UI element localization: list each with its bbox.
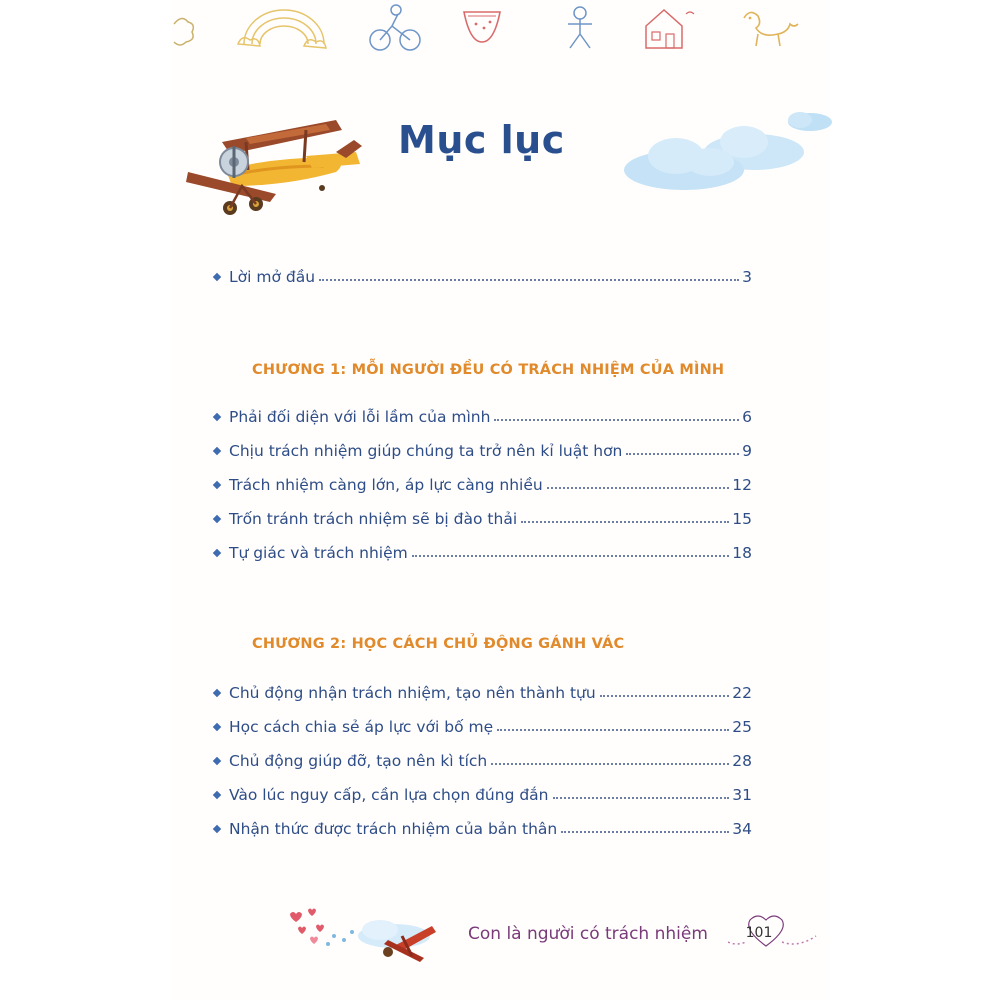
toc-entry[interactable] bbox=[212, 678, 752, 702]
rainbow-doodle-icon bbox=[234, 4, 334, 54]
toc-entry-text: Trốn tránh trách nhiệm sẽ bị đào thải bbox=[229, 510, 518, 528]
toc-entry-text: Chủ động nhận trách nhiệm, tạo nên thành tựu bbox=[229, 684, 596, 702]
toc-entry-text: Phải đối diện với lỗi lầm của mình bbox=[229, 408, 491, 426]
toc-entry[interactable] bbox=[212, 780, 752, 804]
toc-entry-page: 31 bbox=[732, 786, 752, 804]
hearts-icon bbox=[290, 909, 354, 947]
toc-entry[interactable] bbox=[212, 814, 752, 838]
bullet-icon bbox=[213, 689, 221, 697]
toc-entry-text: Lời mở đầu bbox=[229, 268, 316, 286]
toc-entry-intro[interactable] bbox=[212, 262, 752, 286]
bullet-icon bbox=[213, 549, 221, 557]
dot-leader bbox=[626, 452, 739, 455]
bullet-icon bbox=[213, 413, 221, 421]
toc-entry-page: 18 bbox=[732, 544, 752, 562]
dog-doodle-icon bbox=[738, 4, 804, 50]
page-title: Mục lục bbox=[398, 118, 565, 162]
chapter-1-heading: CHƯƠNG 1: MỖI NGƯỜI ĐỀU CÓ TRÁCH NHIỆM CỦA MÌNH bbox=[252, 362, 725, 378]
toc-entry[interactable] bbox=[212, 712, 752, 736]
dot-leader bbox=[497, 728, 729, 731]
toc-entry[interactable] bbox=[212, 746, 752, 770]
toc-entry-page: 25 bbox=[732, 718, 752, 736]
dot-leader bbox=[547, 486, 730, 489]
toc-entry[interactable] bbox=[212, 538, 752, 562]
bullet-icon bbox=[213, 273, 221, 281]
top-doodle-strip bbox=[172, 0, 830, 60]
bullet-icon bbox=[213, 515, 221, 523]
toc-entry-text: Nhận thức được trách nhiệm của bản thân bbox=[229, 820, 558, 838]
toc-entry-page: 9 bbox=[742, 442, 752, 460]
biplane-illustration-icon bbox=[186, 112, 366, 222]
dot-leader bbox=[319, 278, 739, 281]
bullet-icon bbox=[213, 825, 221, 833]
dot-leader bbox=[521, 520, 729, 523]
footer-illustration bbox=[284, 906, 454, 966]
dot-leader bbox=[412, 554, 730, 557]
toc-entry-page: 22 bbox=[732, 684, 752, 702]
toc-entry-page: 15 bbox=[732, 510, 752, 528]
bullet-icon bbox=[213, 481, 221, 489]
chapter-2-heading: CHƯƠNG 2: HỌC CÁCH CHỦ ĐỘNG GÁNH VÁC bbox=[252, 636, 625, 652]
stick-girl-doodle-icon bbox=[560, 4, 600, 54]
toc-entry-page: 12 bbox=[732, 476, 752, 494]
footer-book-title: Con là người có trách nhiệm bbox=[468, 924, 708, 944]
footer-page-number: 101 bbox=[745, 925, 773, 941]
bullet-icon bbox=[213, 757, 221, 765]
toc-entry-text: Tự giác và trách nhiệm bbox=[229, 544, 408, 562]
toc-entry-text: Trách nhiệm càng lớn, áp lực càng nhiều bbox=[229, 476, 543, 494]
dot-leader bbox=[561, 830, 729, 833]
toc-entry-page: 34 bbox=[732, 820, 752, 838]
toc-entry-page: 28 bbox=[732, 752, 752, 770]
toc-entry-text: Học cách chia sẻ áp lực với bố mẹ bbox=[229, 718, 494, 736]
toc-entry[interactable] bbox=[212, 470, 752, 494]
house-doodle-icon bbox=[640, 4, 696, 52]
dot-leader bbox=[600, 694, 730, 697]
watermelon-doodle-icon bbox=[460, 4, 504, 48]
toc-entry[interactable] bbox=[212, 504, 752, 528]
toc-entry[interactable] bbox=[212, 436, 752, 460]
toc-entry-text: Chịu trách nhiệm giúp chúng ta trở nên kỉ luật hơn bbox=[229, 442, 623, 460]
bullet-icon bbox=[213, 723, 221, 731]
bullet-icon bbox=[213, 447, 221, 455]
bullet-icon bbox=[213, 791, 221, 799]
toc-entry-page: 6 bbox=[742, 408, 752, 426]
bicycle-doodle-icon bbox=[368, 4, 422, 54]
dot-leader bbox=[494, 418, 739, 421]
toc-entry-page: 3 bbox=[742, 268, 752, 286]
toc-entry-text: Chủ động giúp đỡ, tạo nên kì tích bbox=[229, 752, 488, 770]
dot-leader bbox=[491, 762, 729, 765]
cloud-doodle-icon bbox=[172, 4, 196, 52]
cloud-illustration-icon bbox=[624, 108, 834, 198]
toc-entry-text: Vào lúc nguy cấp, cần lựa chọn đúng đắn bbox=[229, 786, 549, 804]
toc-entry[interactable] bbox=[212, 402, 752, 426]
dot-leader bbox=[553, 796, 730, 799]
